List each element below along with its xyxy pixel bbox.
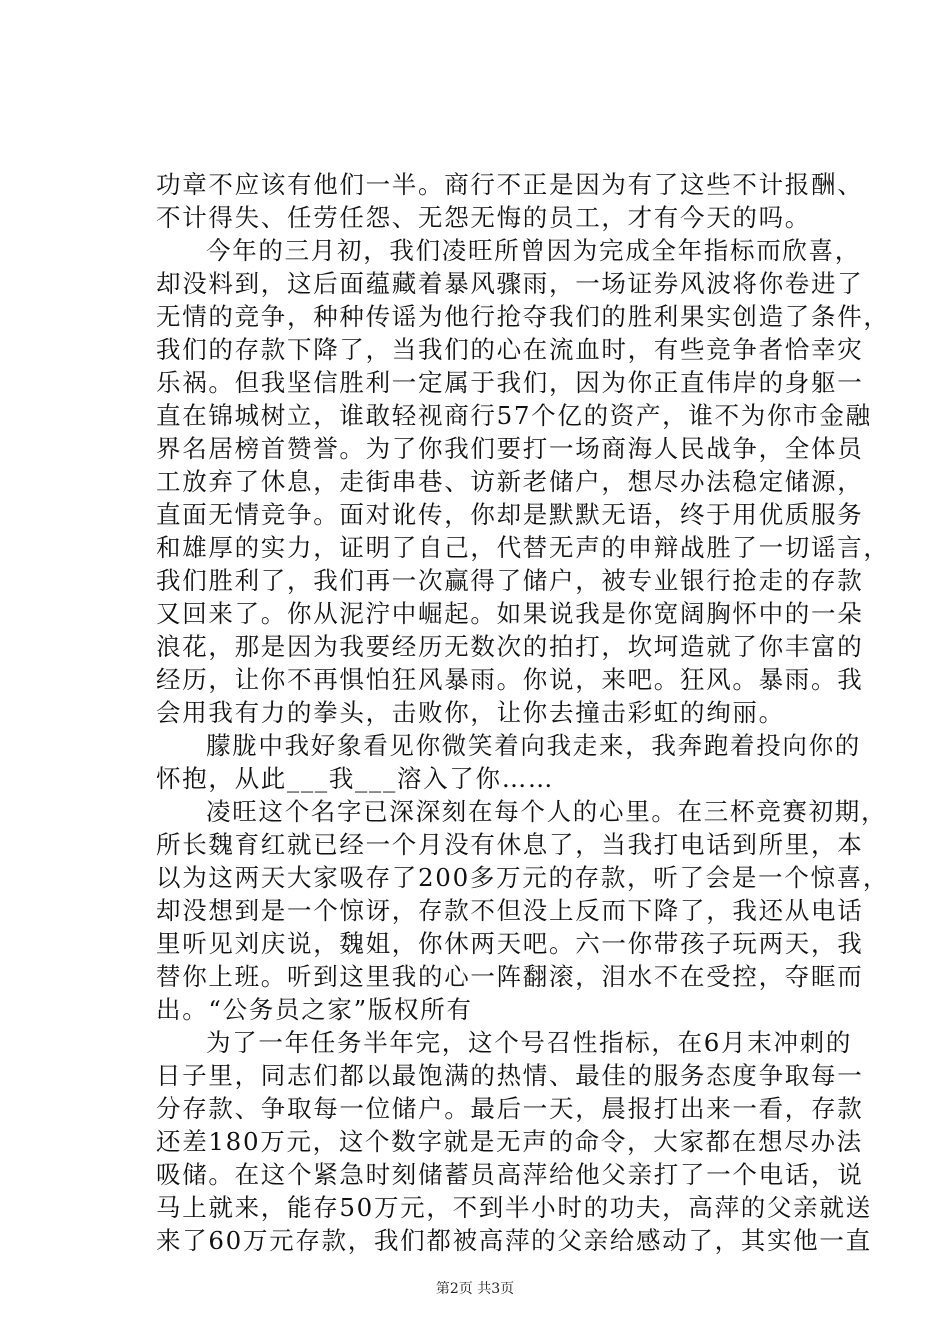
- text-line: 来了60万元存款，我们都被高萍的父亲给感动了，其实他一直: [156, 1226, 872, 1255]
- page-number-footer: 第2页 共3页: [435, 1281, 515, 1297]
- text-line: 怀抱，从此___我___溶入了你……: [156, 764, 555, 793]
- text-line: 乐祸。但我坚信胜利一定属于我们，因为你正直伟岸的身躯一: [156, 368, 864, 397]
- text-line: 工放弃了休息，走街串巷、访新老储户，想尽办法稳定储源，: [156, 467, 864, 496]
- text-line: 以为这两天大家吸存了200多万元的存款，听了会是一个惊喜，: [156, 863, 890, 892]
- text-line: 我们胜利了，我们再一次赢得了储户，被专业银行抢走的存款: [156, 566, 864, 595]
- text-line: 所长魏育红就已经一个月没有休息了，当我打电话到所里，本: [156, 830, 864, 859]
- text-line: 直在锦城树立，谁敢轻视商行57个亿的资产，谁不为你市金融: [156, 401, 872, 430]
- text-line: 吸储。在这个紧急时刻储蓄员高萍给他父亲打了一个电话，说: [156, 1160, 864, 1189]
- text-line: 直面无情竞争。面对讹传，你却是默默无语，终于用优质服务: [156, 500, 864, 529]
- text-line: 又回来了。你从泥泞中崛起。如果说我是你宽阔胸怀中的一朵: [156, 599, 864, 628]
- text-line: 还差180万元，这个数字就是无声的命令，大家都在想尽办法: [156, 1127, 863, 1156]
- paragraph-start-line: 为了一年任务半年完，这个号召性指标，在6月末冲刺的: [206, 1028, 853, 1057]
- text-line: 分存款、争取每一位储户。最后一天，晨报打出来一看，存款: [156, 1094, 864, 1123]
- text-line: 无情的竞争，种种传谣为他行抢夺我们的胜利果实创造了条件，: [156, 302, 890, 331]
- text-line: 浪花，那是因为我要经历无数次的拍打，坎坷造就了你丰富的: [156, 632, 864, 661]
- body-text: [156, 168, 890, 1257]
- text-line: 和雄厚的实力，证明了自己，代替无声的申辩战胜了一切谣言，: [156, 533, 890, 562]
- text-line: 我们的存款下降了，当我们的心在流血时，有些竞争者恰幸灾: [156, 335, 864, 364]
- text-line: 却没想到是一个惊讶，存款不但没上反而下降了，我还从电话: [156, 896, 864, 925]
- text-line: 界名居榜首赞誉。为了你我们要打一场商海人民战争，全体员: [156, 434, 864, 463]
- paragraph-start-line: 朦胧中我好象看见你微笑着向我走来，我奔跑着投向你的: [206, 731, 861, 760]
- text-line: 日子里，同志们都以最饱满的热情、最佳的服务态度争取每一: [156, 1061, 864, 1090]
- text-line: 替你上班。听到这里我的心一阵翻滚，泪水不在受控，夺眶而: [156, 962, 864, 991]
- text-line: 出。“公务员之家”版权所有: [156, 995, 473, 1024]
- text-line: 功章不应该有他们一半。商行不正是因为有了这些不计报酬、: [156, 170, 864, 199]
- text-line: 里听见刘庆说，魏姐，你休两天吧。六一你带孩子玩两天，我: [156, 929, 864, 958]
- text-line: 经历，让你不再惧怕狂风暴雨。你说，来吧。狂风。暴雨。我: [156, 665, 864, 694]
- paragraph-start-line: 今年的三月初，我们凌旺所曾因为完成全年指标而欣喜，: [206, 236, 861, 265]
- text-line: 马上就来，能存50万元，不到半小时的功夫，高萍的父亲就送: [156, 1193, 872, 1222]
- text-line: 不计得失、任劳任怨、无怨无悔的员工，才有今天的吗。: [156, 203, 811, 232]
- paragraph-start-line: 凌旺这个名字已深深刻在每个人的心里。在三杯竞赛初期，: [206, 797, 888, 826]
- text-line: 会用我有力的拳头，击败你，让你去撞击彩虹的绚丽。: [156, 698, 785, 727]
- text-line: 却没料到，这后面蕴藏着暴风骤雨，一场证券风波将你卷进了: [156, 269, 864, 298]
